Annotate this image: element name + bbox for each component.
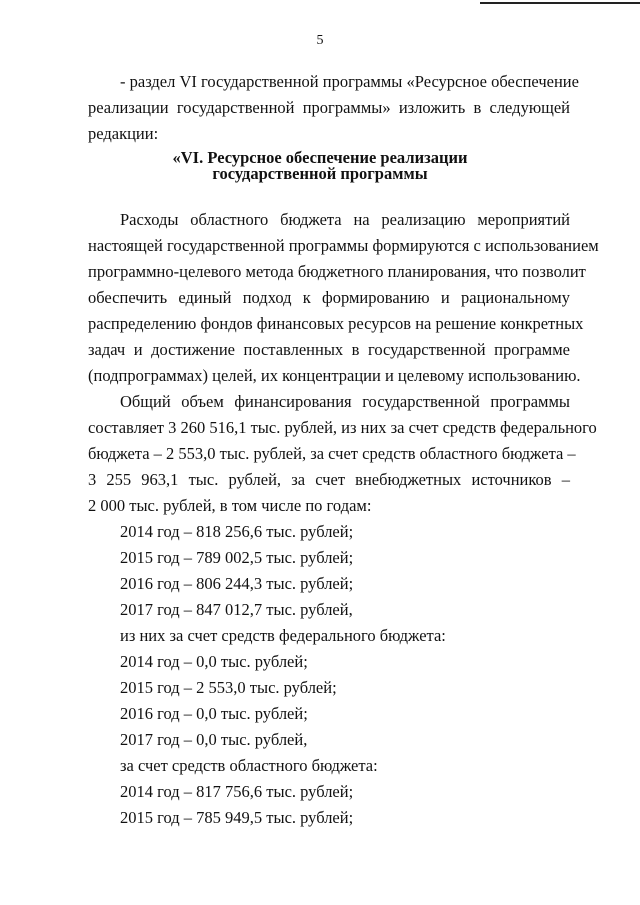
page-number: 5 [316,33,324,48]
regional-label: за счет средств областного бюджета: [120,756,378,775]
paragraph2-line: 2 000 тыс. рублей, в том числе по годам: [88,496,372,515]
paragraph1-line: настоящей государственной программы формируются с использованием [88,236,599,255]
paragraph1-line: обеспечить единый подход к формированию и рациональному [88,288,570,307]
paragraph2-line: бюджета – 2 553,0 тыс. рублей, за счет средств областного бюджета – [88,444,576,463]
paragraph1-line: (подпрограммах) целей, их концентрации и целевому использованию. [88,366,581,385]
paragraph2-line: Общий объем финансирования государственной программы [120,392,570,411]
intro-line: реализации государственной программы» изложить в следующей [88,98,570,117]
paragraph1-line: программно-целевого метода бюджетного планирования, что позволит [88,262,586,281]
total-year-item: 2016 год – 806 244,3 тыс. рублей; [120,574,354,593]
top-rule [480,2,640,4]
federal-year-item: 2017 год – 0,0 тыс. рублей, [120,730,308,749]
section-heading: «VI. Ресурсное обеспечение реализации [172,148,468,167]
federal-year-item: 2014 год – 0,0 тыс. рублей; [120,652,308,671]
intro-line: - раздел VI государственной программы «Ресурсное обеспечение [120,72,579,91]
section-heading: государственной программы [212,164,428,183]
regional-year-item: 2014 год – 817 756,6 тыс. рублей; [120,782,354,801]
federal-year-item: 2016 год – 0,0 тыс. рублей; [120,704,308,723]
federal-year-item: 2015 год – 2 553,0 тыс. рублей; [120,678,337,697]
federal-label: из них за счет средств федерального бюджета: [120,626,446,645]
total-year-item: 2017 год – 847 012,7 тыс. рублей, [120,600,353,619]
paragraph2-line: составляет 3 260 516,1 тыс. рублей, из них за счет средств федерального [88,418,597,437]
paragraph1-line: задач и достижение поставленных в государственной программе [88,340,570,359]
intro-line: редакции: [88,124,159,143]
total-year-item: 2014 год – 818 256,6 тыс. рублей; [120,522,354,541]
paragraph1-line: распределению фондов финансовых ресурсов на решение конкретных [88,314,584,333]
regional-year-item: 2015 год – 785 949,5 тыс. рублей; [120,808,354,827]
paragraph1-line: Расходы областного бюджета на реализацию мероприятий [120,210,570,229]
total-year-item: 2015 год – 789 002,5 тыс. рублей; [120,548,354,567]
paragraph2-line: 3 255 963,1 тыс. рублей, за счет внебюджетных источников – [88,470,570,489]
